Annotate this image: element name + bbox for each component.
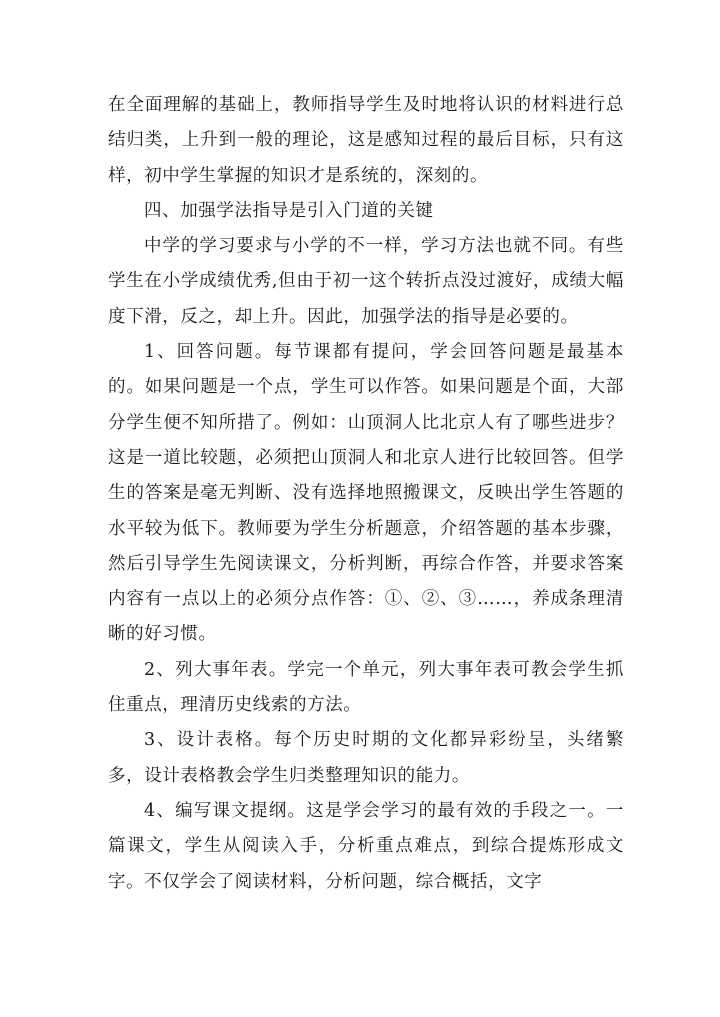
- section-heading-study-method: 四、加强学法指导是引入门道的关键: [144, 200, 434, 221]
- paragraph-chronology: 2、列大事年表。学完一个单元，列大事年表可教会学生抓住重点，理清历史线索的方法。: [108, 659, 624, 716]
- paragraph-design-tables: 3、设计表格。每个历史时期的文化都异彩纷呈，头绪繁多，设计表格教会学生归类整理知识的能力。: [108, 730, 624, 786]
- paragraph-study-method-intro: 中学的学习要求与小学的不一样，学习方法也就不同。有些学生在小学成绩优秀,但由于初一这个转折点没过渡好，成绩大幅度下滑，反之，却上升。因此，加强学法的指导是必要的。: [108, 236, 624, 327]
- paragraph-answer-questions: 1、回答问题。每节课都有提问，学会回答问题是最基本的。如果问题是一个点，学生可以作答。如果问题是个面，大部分学生便不知所措了。例如：山顶洞人比北京人有了哪些进步？这是一道比较题，必须把山顶洞人和北京人进行比较回答。但学生的答案是毫无判断、没有选择地照搬课文，反映出学生答题的水平较为低下。教师要为学生分析题意，介绍答题的基本步骤，然后引导学生先阅读课文，分析判断，再综合作答，并要求答案内容有一点以上的必须分点作答：①、②、③……，养成条理清晰的好习惯。: [108, 342, 624, 645]
- paragraph-write-outline: 4、编写课文提纲。这是学会学习的最有效的手段之一。一篇课文，学生从阅读入手，分析重点难点，到综合提炼形成文字。不仅学会了阅读材料，分析问题，综合概括，文字: [108, 800, 624, 892]
- document-body: [108, 88, 624, 900]
- paragraph-summary: 在全面理解的基础上，教师指导学生及时地将认识的材料进行总结归类，上升到一般的理论，这是感知过程的最后目标，只有这样，初中学生掌握的知识才是系统的，深刻的。: [108, 95, 624, 186]
